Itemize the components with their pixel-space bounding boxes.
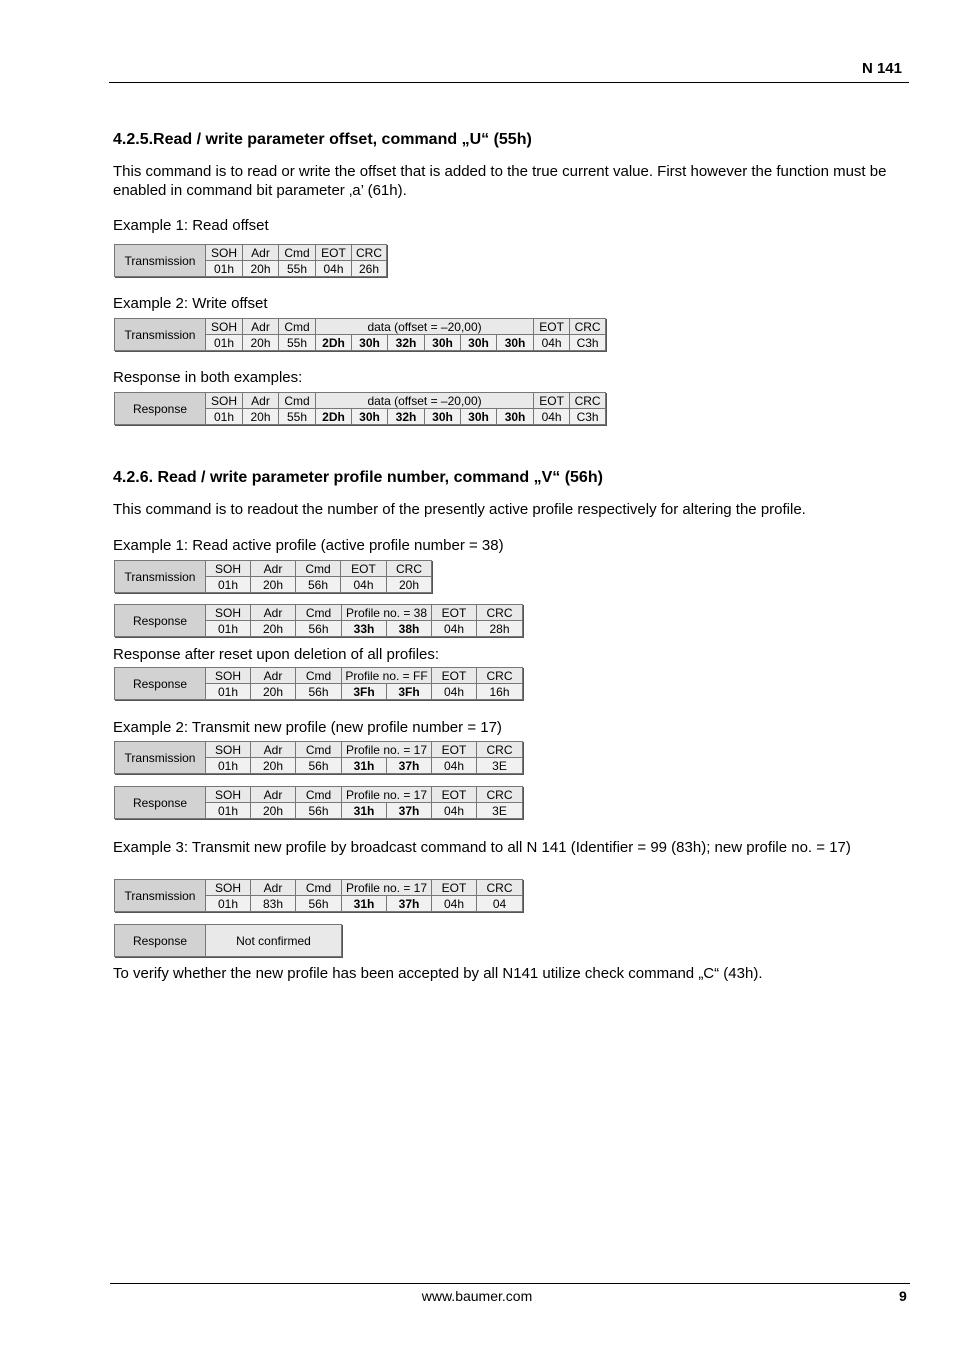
col-header: CRC xyxy=(477,605,523,621)
col-header: SOH xyxy=(206,561,251,577)
col-header: Cmd xyxy=(279,245,316,261)
byte-value: 20h xyxy=(251,577,296,593)
byte-value: 31h xyxy=(342,758,387,774)
reset-response-table xyxy=(114,667,523,700)
col-header: CRC xyxy=(570,319,606,335)
byte-value: 01h xyxy=(206,409,243,425)
byte-value: 32h xyxy=(388,409,425,425)
col-header: Adr xyxy=(251,880,296,896)
col-header: SOH xyxy=(206,787,251,803)
new-profile-transmission-table xyxy=(114,741,523,774)
byte-value: 31h xyxy=(342,896,387,912)
col-header: Adr xyxy=(251,561,296,577)
col-header: Cmd xyxy=(296,787,342,803)
col-header: Adr xyxy=(243,393,279,409)
row-label: Response xyxy=(115,925,206,957)
byte-value: 04h xyxy=(432,621,477,637)
byte-value: 55h xyxy=(279,261,316,277)
read-profile-response-table xyxy=(114,604,523,637)
col-header: Cmd xyxy=(296,742,342,758)
col-header-data: data (offset = –20,00) xyxy=(316,319,534,335)
broadcast-response-table xyxy=(114,924,342,957)
col-header-profile: Profile no. = 17 xyxy=(342,742,432,758)
col-header: Adr xyxy=(251,605,296,621)
byte-value: 01h xyxy=(206,684,251,700)
byte-value: 04h xyxy=(432,684,477,700)
byte-value: 20h xyxy=(243,409,279,425)
col-header-profile: Profile no. = 17 xyxy=(342,880,432,896)
section-title-4-2-6: 4.2.6. Read / write parameter profile number, command „V“ (56h) xyxy=(113,469,603,486)
byte-value: 04h xyxy=(432,758,477,774)
col-header: CRC xyxy=(352,245,387,261)
col-header: EOT xyxy=(432,668,477,684)
byte-value: 20h xyxy=(251,758,296,774)
row-label: Response xyxy=(115,605,206,637)
col-header: CRC xyxy=(477,787,523,803)
byte-value: 20h xyxy=(243,261,279,277)
byte-value: 56h xyxy=(296,896,342,912)
col-header: Adr xyxy=(243,245,279,261)
byte-value: 56h xyxy=(296,684,342,700)
col-header-profile: Profile no. = FF xyxy=(342,668,432,684)
byte-value: 55h xyxy=(279,409,316,425)
byte-value: 3E xyxy=(477,803,523,819)
write-offset-transmission-table xyxy=(114,318,606,351)
byte-value: 37h xyxy=(387,803,432,819)
col-header: EOT xyxy=(341,561,387,577)
byte-value: 26h xyxy=(352,261,387,277)
row-label: Transmission xyxy=(115,880,206,912)
col-header: EOT xyxy=(432,742,477,758)
example-1-read-profile-label: Example 1: Read active profile (active profile number = 38) xyxy=(113,537,504,554)
page-number: 9 xyxy=(899,1288,907,1304)
header-rule xyxy=(109,82,909,83)
col-header-data: data (offset = –20,00) xyxy=(316,393,534,409)
col-header: EOT xyxy=(316,245,352,261)
byte-value: 30h xyxy=(425,409,461,425)
section-4-2-6-paragraph: This command is to readout the number of the presently active profile respectively for altering the profile. xyxy=(113,501,806,518)
col-header: EOT xyxy=(432,787,477,803)
col-header: Adr xyxy=(251,787,296,803)
byte-value: 37h xyxy=(387,758,432,774)
byte-value: 04h xyxy=(534,335,570,351)
byte-value: 55h xyxy=(279,335,316,351)
byte-value: 01h xyxy=(206,758,251,774)
row-label: Transmission xyxy=(115,245,206,277)
col-header: Cmd xyxy=(279,319,316,335)
col-header: SOH xyxy=(206,605,251,621)
col-header: Cmd xyxy=(296,880,342,896)
example-1-read-offset-label: Example 1: Read offset xyxy=(113,217,269,234)
byte-value: 01h xyxy=(206,261,243,277)
section-title-4-2-5: 4.2.5.Read / write parameter offset, command „U“ (55h) xyxy=(113,131,532,148)
byte-value: C3h xyxy=(570,335,606,351)
byte-value: 3E xyxy=(477,758,523,774)
byte-value: 28h xyxy=(477,621,523,637)
byte-value: 38h xyxy=(387,621,432,637)
col-header: Cmd xyxy=(279,393,316,409)
read-offset-transmission-table xyxy=(114,244,387,277)
byte-value: 2Dh xyxy=(316,335,352,351)
byte-value: 30h xyxy=(497,335,534,351)
byte-value: 04h xyxy=(316,261,352,277)
byte-value: 01h xyxy=(206,621,251,637)
col-header: CRC xyxy=(477,668,523,684)
byte-value: C3h xyxy=(570,409,606,425)
row-label: Response xyxy=(115,787,206,819)
byte-value: 01h xyxy=(206,803,251,819)
document-id: N 141 xyxy=(861,60,902,77)
footer-url: www.baumer.com xyxy=(421,1288,533,1304)
col-header: Cmd xyxy=(296,605,342,621)
byte-value: 56h xyxy=(296,577,341,593)
byte-value: 04 xyxy=(477,896,523,912)
col-header: SOH xyxy=(206,245,243,261)
row-label: Transmission xyxy=(115,561,206,593)
example-3-broadcast-label: Example 3: Transmit new profile by broadcast command to all N 141 (Identifier = 99 (83h); new profile no. = 17) xyxy=(113,839,851,856)
byte-value: 56h xyxy=(296,803,342,819)
col-header: Adr xyxy=(243,319,279,335)
byte-value: 16h xyxy=(477,684,523,700)
section-4-2-5-paragraph: This command is to read or write the offset that is added to the true current value. First however the function must be enabled in command bit parameter ‚a’ (61h). xyxy=(113,163,887,199)
byte-value: 30h xyxy=(461,409,497,425)
byte-value: 20h xyxy=(243,335,279,351)
byte-value: 30h xyxy=(352,409,388,425)
reset-response-label: Response after reset upon deletion of all profiles: xyxy=(113,646,440,663)
col-header: CRC xyxy=(387,561,432,577)
byte-value: 04h xyxy=(432,803,477,819)
row-label: Transmission xyxy=(115,742,206,774)
verify-note: To verify whether the new profile has been accepted by all N141 utilize check command „C“ (43h). xyxy=(113,965,763,982)
byte-value: 2Dh xyxy=(316,409,352,425)
col-header-profile: Profile no. = 38 xyxy=(342,605,432,621)
row-label: Transmission xyxy=(115,319,206,351)
byte-value: 04h xyxy=(534,409,570,425)
byte-value: 3Fh xyxy=(342,684,387,700)
col-header: Cmd xyxy=(296,561,341,577)
byte-value: 30h xyxy=(352,335,388,351)
broadcast-transmission-table xyxy=(114,879,523,912)
col-header: EOT xyxy=(534,393,570,409)
byte-value: 04h xyxy=(432,896,477,912)
byte-value: 33h xyxy=(342,621,387,637)
byte-value: 30h xyxy=(425,335,461,351)
col-header: SOH xyxy=(206,393,243,409)
byte-value: 56h xyxy=(296,621,342,637)
col-header: SOH xyxy=(206,668,251,684)
byte-value: 56h xyxy=(296,758,342,774)
new-profile-response-table xyxy=(114,786,523,819)
byte-value: 01h xyxy=(206,577,251,593)
row-label: Response xyxy=(115,393,206,425)
col-header: EOT xyxy=(534,319,570,335)
byte-value: 01h xyxy=(206,896,251,912)
footer-rule xyxy=(110,1283,910,1284)
col-header: SOH xyxy=(206,742,251,758)
col-header: Adr xyxy=(251,742,296,758)
byte-value: 30h xyxy=(497,409,534,425)
col-header: SOH xyxy=(206,880,251,896)
col-header: CRC xyxy=(477,742,523,758)
col-header: CRC xyxy=(477,880,523,896)
read-profile-transmission-table xyxy=(114,560,432,593)
example-2-new-profile-label: Example 2: Transmit new profile (new profile number = 17) xyxy=(113,719,502,736)
col-header: EOT xyxy=(432,605,477,621)
byte-value: 30h xyxy=(461,335,497,351)
byte-value: 3Fh xyxy=(387,684,432,700)
example-2-write-offset-label: Example 2: Write offset xyxy=(113,295,268,312)
col-header: SOH xyxy=(206,319,243,335)
col-header: EOT xyxy=(432,880,477,896)
byte-value: 20h xyxy=(251,803,296,819)
offset-response-table xyxy=(114,392,606,425)
not-confirmed-note: Not confirmed xyxy=(206,925,342,957)
byte-value: 31h xyxy=(342,803,387,819)
byte-value: 37h xyxy=(387,896,432,912)
col-header: Adr xyxy=(251,668,296,684)
col-header: CRC xyxy=(570,393,606,409)
byte-value: 04h xyxy=(341,577,387,593)
byte-value: 20h xyxy=(251,621,296,637)
col-header-profile: Profile no. = 17 xyxy=(342,787,432,803)
byte-value: 20h xyxy=(387,577,432,593)
byte-value: 20h xyxy=(251,684,296,700)
response-both-label: Response in both examples: xyxy=(113,369,303,386)
row-label: Response xyxy=(115,668,206,700)
col-header: Cmd xyxy=(296,668,342,684)
byte-value: 83h xyxy=(251,896,296,912)
byte-value: 01h xyxy=(206,335,243,351)
byte-value: 32h xyxy=(388,335,425,351)
